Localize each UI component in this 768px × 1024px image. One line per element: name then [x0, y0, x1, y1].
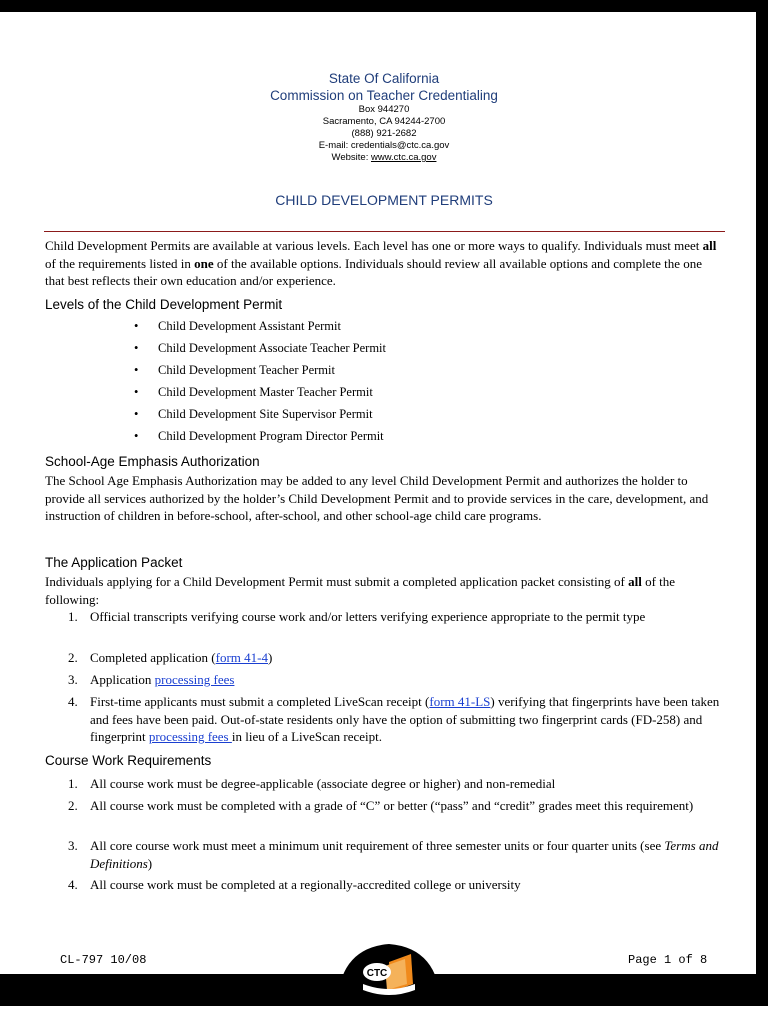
levels-heading: Levels of the Child Development Permit	[45, 297, 283, 312]
phone-number: (888) 921-2682	[351, 128, 417, 139]
course-item-text: All course work must be completed at a regionally-accredited college or university	[90, 877, 521, 892]
address-box: Box 944270	[358, 104, 410, 115]
permit-level-program-director: Child Development Program Director Permit	[158, 429, 384, 443]
form-41-4-link[interactable]: form 41-4	[215, 650, 268, 665]
bullet-icon: •	[134, 429, 139, 443]
packet-heading: The Application Packet	[45, 555, 183, 570]
item-number: 1.	[68, 609, 78, 624]
state-name: State Of California	[328, 71, 440, 86]
packet-intro-bold: all	[628, 574, 642, 589]
document-title: CHILD DEVELOPMENT PERMITS	[275, 192, 493, 208]
address-city: Sacramento, CA 94244-2700	[322, 116, 446, 127]
logo-text: CTC	[366, 968, 388, 979]
course-item-text: All course work must be degree-applicable (associate degree or higher) and non-remedial	[90, 776, 556, 791]
bullet-icon: •	[134, 341, 139, 355]
form-code: CL-797 10/08	[60, 953, 147, 967]
text-part: )	[147, 855, 153, 871]
packet-intro-text-2: of the following:	[45, 574, 676, 607]
packet-item-text: Official transcripts verifying course work and/or letters verifying experience appropriate to the permit type	[90, 609, 646, 624]
website-link[interactable]: www.ctc.ca.gov	[370, 152, 437, 163]
item-number: 2.	[68, 798, 78, 813]
permit-level-associate-teacher: Child Development Associate Teacher Permit	[158, 341, 387, 355]
bullet-icon: •	[134, 363, 139, 377]
intro-paragraph	[45, 237, 721, 290]
website-label: Website:	[331, 152, 371, 163]
permit-level-master-teacher: Child Development Master Teacher Permit	[158, 385, 373, 399]
document-page	[0, 12, 756, 974]
permit-level-site-supervisor: Child Development Site Supervisor Permit	[158, 407, 373, 421]
text-part: Application	[90, 672, 155, 687]
intro-text-3: of the available options. Individuals should review all available options and complete the one that best reflects their own education and/or experience.	[45, 255, 703, 289]
terms-definitions-italic: Terms and Definitions	[90, 838, 719, 871]
bullet-icon: •	[134, 319, 139, 333]
course-item-text: All course work must be completed with a grade of “C” or better (“pass” and “credit” grades meet this requirement)	[90, 798, 694, 813]
page-number: Page 1 of 8	[628, 953, 708, 967]
packet-item-text	[90, 671, 730, 689]
item-number: 1.	[68, 776, 78, 791]
text-part: ) verifying that fingerprints have been taken and fees have been paid. Out-of-state residents only have the option of submitting two fingerprint cards (FD-258) and fingerprint	[90, 694, 720, 745]
bullet-icon: •	[134, 385, 139, 399]
processing-fees-link[interactable]: processing fees	[154, 672, 235, 687]
text-part: )	[268, 650, 273, 665]
next-page-edge	[0, 1006, 768, 1024]
course-item-text	[90, 837, 730, 872]
packet-item-text	[90, 649, 730, 667]
item-number: 3.	[68, 672, 78, 687]
packet-intro	[45, 573, 721, 608]
school-age-heading: School-Age Emphasis Authorization	[45, 454, 260, 469]
item-number: 2.	[68, 650, 78, 665]
permit-level-teacher: Child Development Teacher Permit	[158, 363, 335, 377]
form-41-ls-link[interactable]: form 41-LS	[429, 694, 491, 709]
website-line	[0, 152, 756, 164]
item-number: 3.	[68, 838, 78, 853]
email-address: E-mail: credentials@ctc.ca.gov	[318, 140, 450, 151]
packet-intro-text: Individuals applying for a Child Development Permit must submit a completed application packet consisting of	[45, 574, 629, 589]
school-age-paragraph: The School Age Emphasis Authorization may be added to any level Child Development Permit and authorizes the holder to provide all services authorized by the holder’s Child Development Permit and to provide services in the care, development, and instruction of children in before-school, after-school, and other school-age child care programs.	[45, 473, 709, 524]
text-part: in lieu of a LiveScan receipt.	[231, 729, 383, 745]
fingerprint-processing-fees-link[interactable]: processing fees	[148, 729, 232, 745]
course-heading: Course Work Requirements	[45, 753, 212, 768]
packet-item-text	[90, 693, 730, 746]
text-part: First-time applicants must submit a completed LiveScan receipt (	[90, 694, 430, 709]
commission-name: Commission on Teacher Credentialing	[270, 88, 498, 103]
bullet-icon: •	[134, 407, 139, 421]
intro-bold-one: one	[194, 255, 214, 271]
text-part: Completed application (	[90, 650, 216, 665]
intro-text-1: Child Development Permits are available at various levels. Each level has one or more ways to qualify. Individuals must meet	[45, 238, 703, 253]
item-number: 4.	[68, 694, 78, 709]
item-number: 4.	[68, 877, 78, 892]
text-part: All core course work must meet a minimum unit requirement of three semester units or four quarter units (see	[90, 838, 665, 853]
title-divider	[44, 231, 725, 232]
permit-level-assistant: Child Development Assistant Permit	[158, 319, 341, 333]
intro-text-2: of the requirements listed in	[45, 255, 195, 271]
ctc-logo	[335, 940, 443, 1006]
letterhead	[0, 70, 756, 164]
intro-bold-all: all	[702, 238, 717, 253]
